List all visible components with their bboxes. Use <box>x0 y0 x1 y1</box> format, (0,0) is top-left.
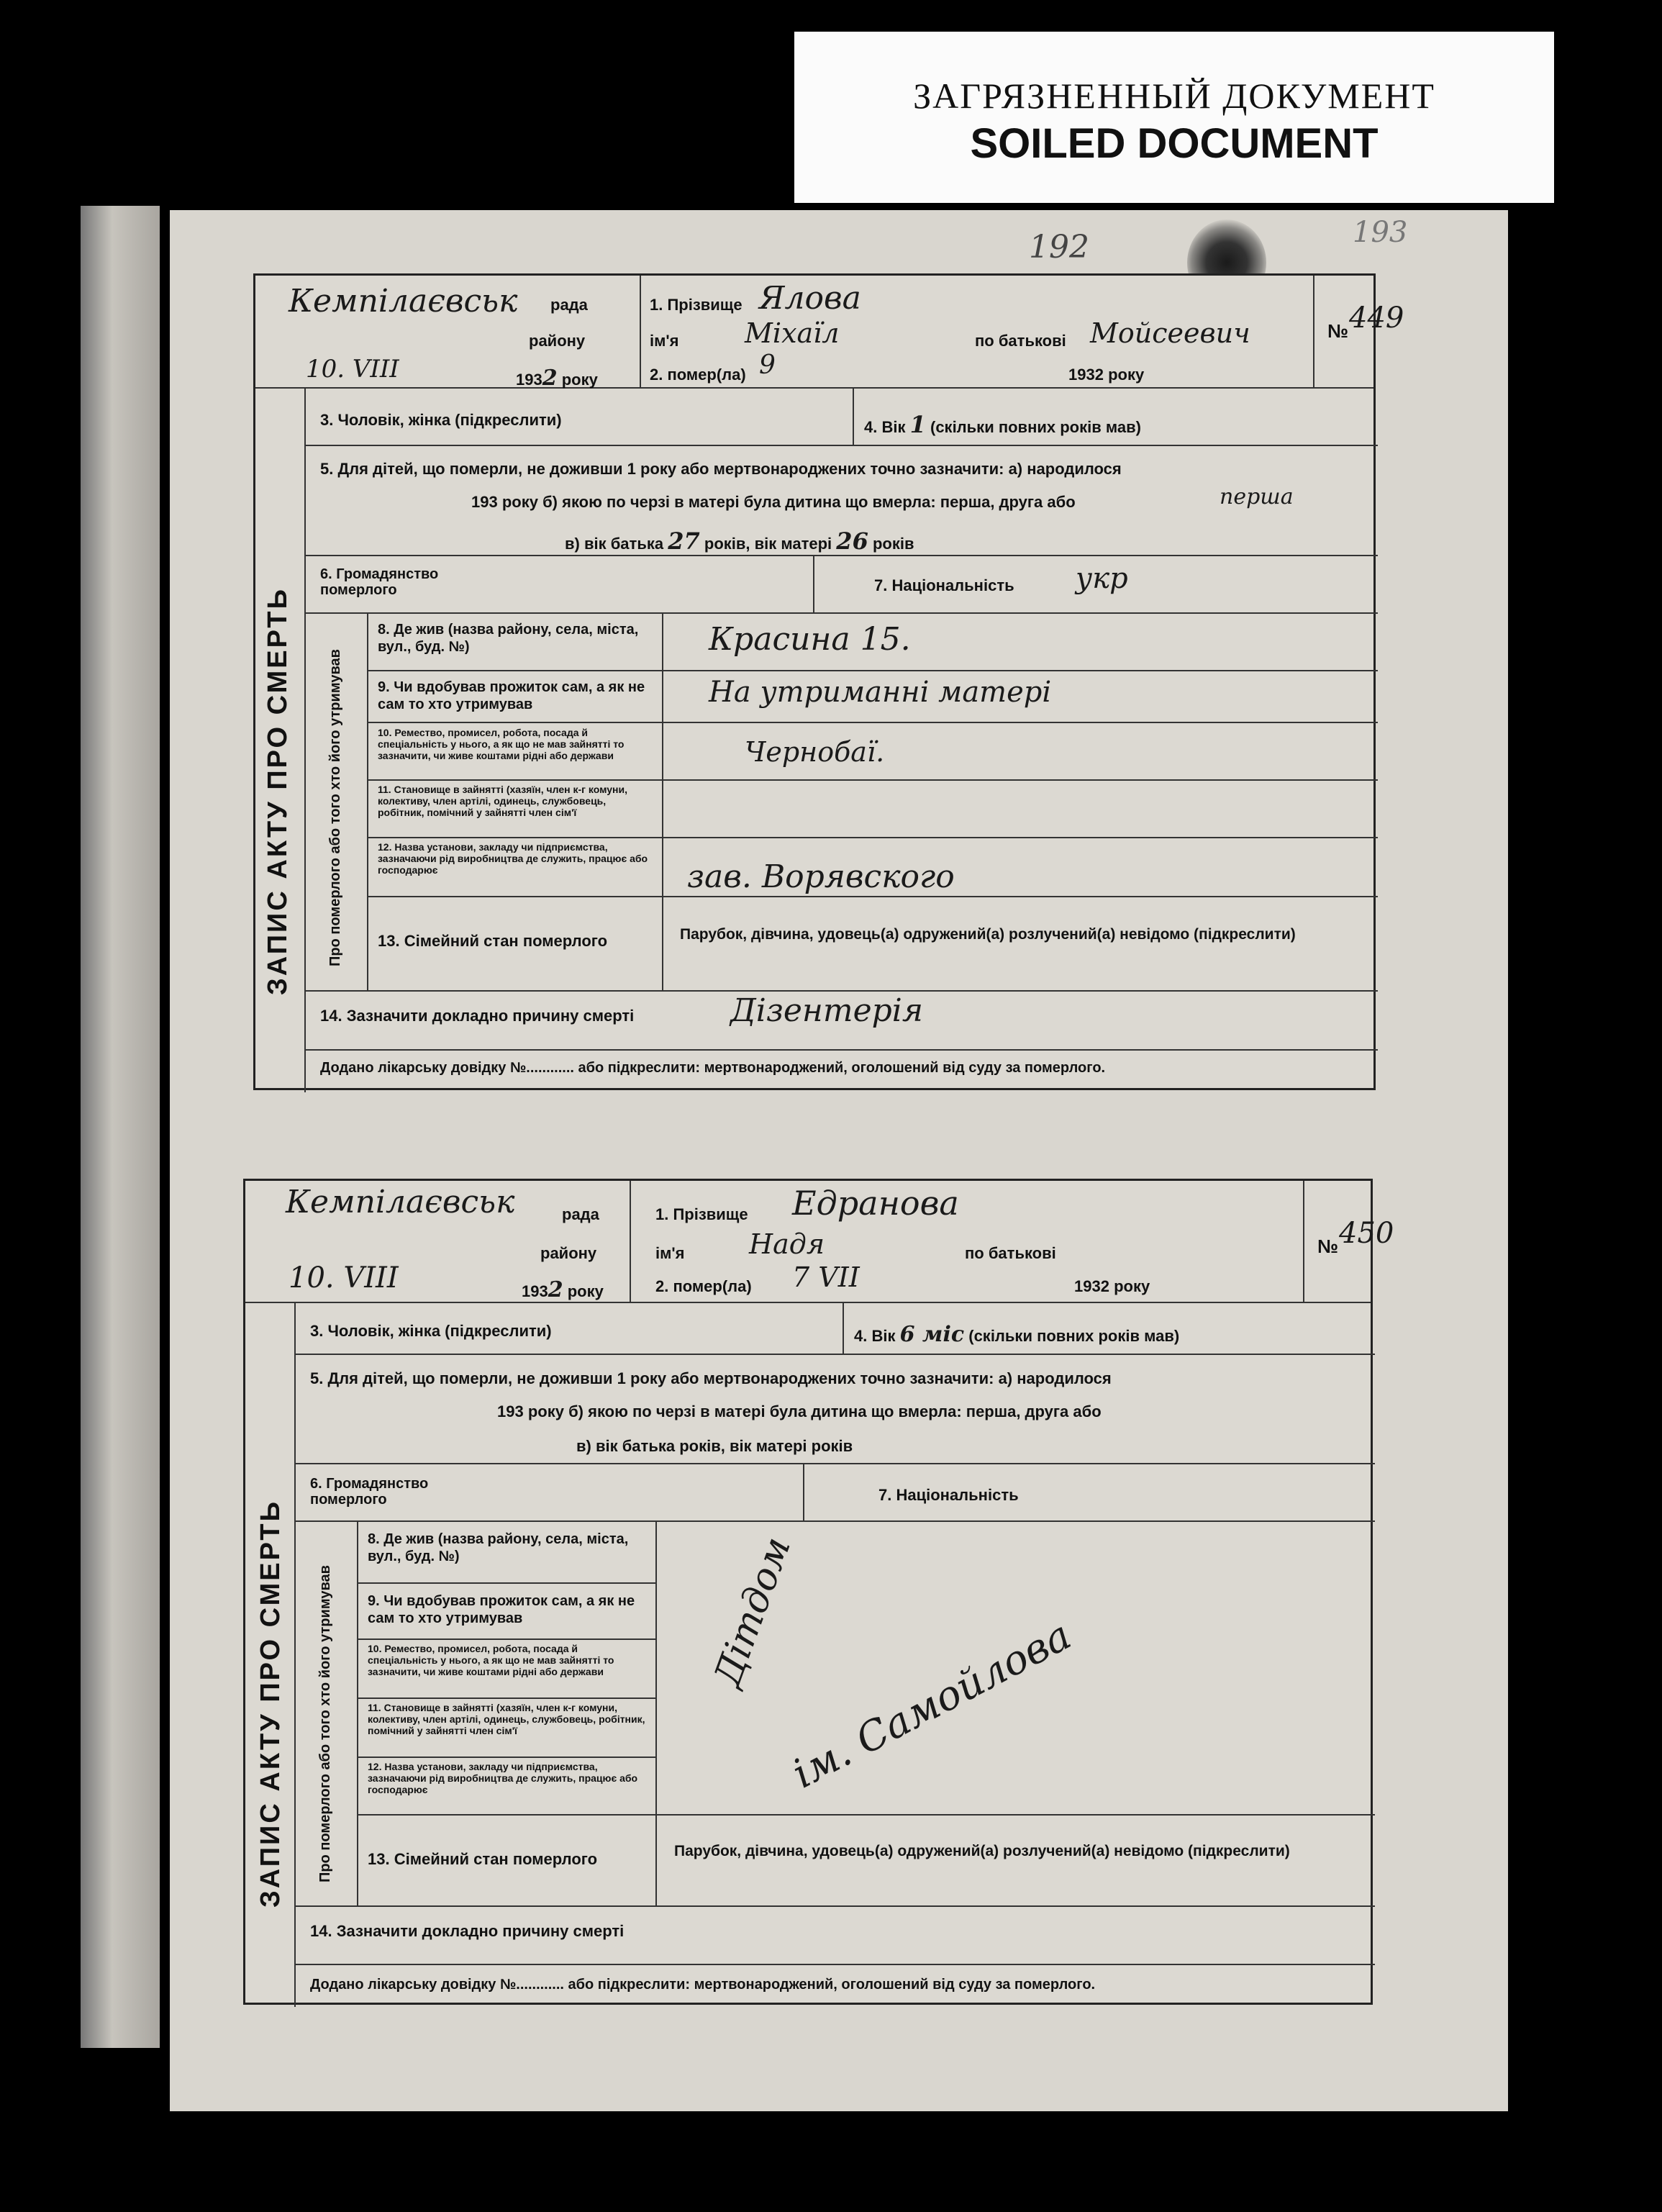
binding-strip <box>81 206 160 2048</box>
died-year-2: 1932 <box>1074 1277 1109 1295</box>
name-label: ім'я <box>650 332 679 350</box>
surname-label: 1. Прізвище <box>650 296 743 314</box>
nationality-label: 7. Національність <box>874 576 1014 594</box>
marital-options: Парубок, дівчина, удовець(а) одружений(а) розлучений(а) невідомо (підкреслити) <box>680 926 1296 943</box>
roku-label: року <box>561 371 598 389</box>
section-title: ЗАПИС АКТУ ПРО СМЕРТЬ <box>263 587 293 995</box>
registration-date-2: 10. VIII <box>289 1261 399 1295</box>
support-value: На утриманні матері <box>709 676 1052 709</box>
infant-line-2: року б) якою по черзі в матері була дитина що вмерла: перша, друга або <box>501 493 1076 511</box>
cause-label: 14. Зазначити докладно причину смерті <box>320 1007 635 1025</box>
death-record-card-1 <box>253 273 1404 1090</box>
surname-label-2: 1. Прізвище <box>655 1205 748 1223</box>
residence-value-2a: Дітдом <box>706 1531 800 1692</box>
patronymic-label-2: по батькові <box>965 1244 1056 1262</box>
sex-label-2: 3. Чоловік, жінка (підкреслити) <box>310 1322 552 1340</box>
patronymic-value: Мойсеевич <box>1090 317 1250 349</box>
infant-line-1: 5. Для дітей, що померли, не доживши 1 року або мертвонароджених точно зазначити: а) народилося <box>320 460 1122 478</box>
infant-year-prefix-2: 193 <box>497 1402 524 1420</box>
raion-label: району <box>529 332 586 350</box>
died-roku-label-2: року <box>1114 1277 1150 1295</box>
surname-value-2: Едранова <box>792 1184 959 1223</box>
marital-label: 13. Сімейний стан померлого <box>378 932 608 950</box>
surname-value: Ялова <box>759 280 861 317</box>
footer-note-2: Додано лікарську довідку №............ або підкреслити: мертвонароджений, оголошений від суду за померлого. <box>310 1977 1096 1993</box>
nationality-value: укр <box>1076 562 1128 595</box>
citizenship-label: 6. Громадянство померлого <box>320 566 439 598</box>
citizenship-label-2: 6. Громадянство померлого <box>310 1476 429 1508</box>
side-subtitle-2: Про померлого або того хто його утримував <box>317 1565 333 1882</box>
reg-year-digit-2: 2 <box>548 1277 563 1302</box>
rada-label: рада <box>550 296 588 314</box>
status-label: 11. Становище в зайнятті (хазяїн, член к-г комуни, колективу, член артілі, одинець, службовець, робітник, помічний у зайнятті член сім'ї <box>378 784 627 818</box>
name-value-2: Надя <box>749 1228 825 1260</box>
age-value: 1 <box>909 411 926 438</box>
residence-value: Красина 15. <box>709 621 911 658</box>
side-subtitle: Про померлого або того хто його утримував <box>327 649 343 966</box>
year-prefix: 193 <box>516 371 542 389</box>
page-note: 192 <box>1029 229 1089 266</box>
year-prefix-2: 193 <box>522 1282 548 1300</box>
died-label: 2. помер(ла) <box>650 366 746 384</box>
infant-line-2-2: року б) якою по черзі в матері була дитина що вмерла: перша, друга або <box>527 1402 1102 1420</box>
roku-label-2: року <box>567 1282 604 1300</box>
record-number-2: 450 <box>1339 1217 1394 1250</box>
workplace-label-2: 12. Назва установи, закладу чи підприємства, зазначаючи рід виробництва де служить, працює або господарює <box>368 1761 638 1795</box>
marital-label-2: 13. Сімейний стан померлого <box>368 1850 598 1868</box>
workplace-value: зав. Ворявского <box>687 858 955 895</box>
occupation-value: Чернобаї. <box>745 736 885 768</box>
age-tail: (скільки повних років мав) <box>930 418 1141 436</box>
rada-value: Кемпілаєвськ <box>289 283 518 319</box>
number-sign: № <box>1327 320 1348 342</box>
raion-label-2: району <box>540 1244 597 1262</box>
soiled-document-label <box>794 32 1554 203</box>
mother-age-label-2: років, вік матері <box>679 1437 807 1455</box>
sex-label: 3. Чоловік, жінка (підкреслити) <box>320 411 562 429</box>
residence-label: 8. Де жив (назва району, села, міста, вул., буд. №) <box>378 622 639 655</box>
patronymic-label: по батькові <box>975 332 1066 350</box>
father-age-value: 27 <box>668 527 700 555</box>
died-value: 9 <box>759 350 776 380</box>
name-value: Міхаїл <box>745 317 840 349</box>
record-number: 449 <box>1349 302 1404 335</box>
residence-value-2b: ім. Самойлова <box>785 1612 1079 1798</box>
occupation-label: 10. Ремество, промисел, робота, посада й спеціальність у нього, а як що не мав зайнятті то зазначити, чи живе коштами рідні або держави <box>378 727 625 761</box>
number-sign-2: № <box>1317 1236 1338 1257</box>
child-order-value: перша <box>1220 484 1294 509</box>
age-label-2: 4. Вік <box>854 1327 896 1345</box>
reg-year-digit: 2 <box>542 366 558 391</box>
died-roku-label: року <box>1108 366 1145 384</box>
infant-line-1-2: 5. Для дітей, що померли, не доживши 1 року або мертвонароджених точно зазначити: а) народилося <box>310 1369 1112 1387</box>
died-value-2: 7 VII <box>792 1261 860 1293</box>
rada-value-2: Кемпілаєвськ <box>286 1184 515 1220</box>
infant-year-prefix: 193 <box>471 493 498 511</box>
mother-age-value: 26 <box>836 527 868 555</box>
support-label: 9. Чи вдобував прожиток сам, а як не сам то хто утримував <box>378 679 645 712</box>
died-year: 1932 <box>1068 366 1104 384</box>
residence-label-2: 8. Де жив (назва району, села, міста, вул., буд. №) <box>368 1531 629 1564</box>
rada-label-2: рада <box>562 1205 599 1223</box>
section-title-2: ЗАПИС АКТУ ПРО СМЕРТЬ <box>255 1500 286 1908</box>
nationality-label-2: 7. Національність <box>878 1486 1019 1504</box>
workplace-label: 12. Назва установи, закладу чи підприємства, зазначаючи рід виробництва де служить, працює або господарює <box>378 841 648 876</box>
father-age-label: в) вік батька <box>565 535 664 553</box>
occupation-label-2: 10. Ремество, промисел, робота, посада й спеціальність у нього, а як що не мав зайнятті то зазначити, чи живе коштами рідні або держави <box>368 1643 614 1677</box>
support-label-2: 9. Чи вдобував прожиток сам, а як не сам то хто утримував <box>368 1593 635 1626</box>
mother-age-label: років, вік матері <box>704 535 832 553</box>
soiled-label-ru: ЗАГРЯЗНЕННЫЙ ДОКУМЕНТ <box>913 76 1435 116</box>
years-label: років <box>872 535 914 553</box>
soiled-label-en: SOILED DOCUMENT <box>970 120 1379 167</box>
years-label-2: років <box>811 1437 853 1455</box>
footer-note: Додано лікарську довідку №............ або підкреслити: мертвонароджений, оголошений від суду за померлого. <box>320 1060 1106 1076</box>
died-label-2: 2. помер(ла) <box>655 1277 752 1295</box>
corner-note: 193 <box>1353 216 1408 249</box>
status-label-2: 11. Становище в зайнятті (хазяїн, член к-г комуни, колективу, член артілі, одинець, службовець, робітник, помічний у зайнятті член сім'ї <box>368 1702 645 1736</box>
cause-label-2: 14. Зазначити докладно причину смерті <box>310 1922 625 1940</box>
cause-value: Дізентерія <box>730 992 923 1029</box>
marital-options-2: Парубок, дівчина, удовець(а) одружений(а) розлучений(а) невідомо (підкреслити) <box>674 1843 1290 1859</box>
age-value-2: 6 міс <box>899 1322 965 1347</box>
age-tail-2: (скільки повних років мав) <box>968 1327 1180 1345</box>
registration-date: 10. VIII <box>306 355 399 384</box>
death-record-card-2 <box>243 1179 1394 2005</box>
father-age-label-2: в) вік батька <box>576 1437 676 1455</box>
name-label-2: ім'я <box>655 1244 685 1262</box>
age-label: 4. Вік <box>864 418 906 436</box>
